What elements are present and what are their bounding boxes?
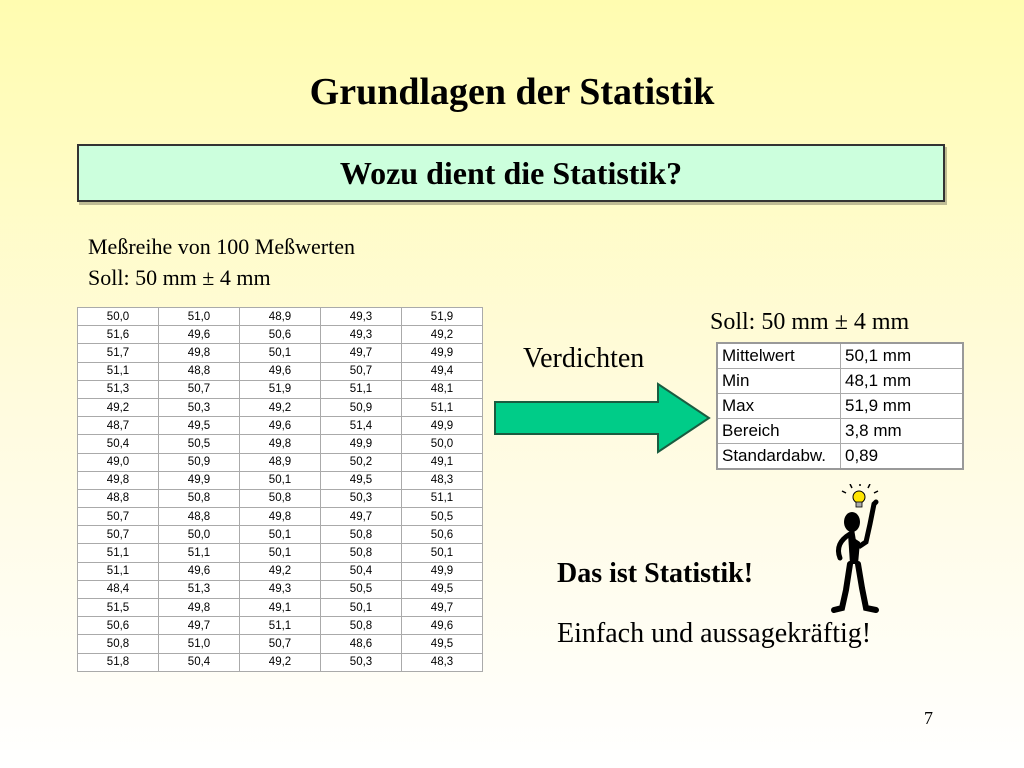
- table-row: [78, 544, 483, 562]
- subtitle-box: [77, 144, 945, 202]
- table-cell: 49,7: [321, 508, 402, 526]
- table-cell: 50,4: [159, 653, 240, 671]
- measurement-table: [77, 307, 483, 672]
- table-cell: 50,1: [321, 599, 402, 617]
- arrow-right-icon: [493, 382, 711, 454]
- table-cell: 50,8: [321, 617, 402, 635]
- table-cell: 50,5: [402, 508, 483, 526]
- page-number: 7: [924, 708, 933, 728]
- table-cell: 49,0: [78, 453, 159, 471]
- summary-label: Bereich: [717, 419, 841, 444]
- table-row: [78, 599, 483, 617]
- table-cell: 49,1: [402, 453, 483, 471]
- table-cell: 50,1: [240, 344, 321, 362]
- table-cell: 50,5: [321, 580, 402, 598]
- table-cell: 51,8: [78, 653, 159, 671]
- table-cell: 49,7: [402, 599, 483, 617]
- table-cell: 50,3: [321, 489, 402, 507]
- table-cell: 50,9: [159, 453, 240, 471]
- table-row: [78, 362, 483, 380]
- table-cell: 50,7: [159, 380, 240, 398]
- table-cell: 50,4: [78, 435, 159, 453]
- table-cell: 50,8: [159, 489, 240, 507]
- table-cell: 49,9: [159, 471, 240, 489]
- table-cell: 49,8: [78, 471, 159, 489]
- table-cell: 49,8: [240, 508, 321, 526]
- table-cell: 48,8: [78, 489, 159, 507]
- table-row: [78, 453, 483, 471]
- table-cell: 50,9: [321, 398, 402, 416]
- conclusion-text: Einfach und aussagekräftig!: [557, 618, 872, 649]
- table-row: [78, 580, 483, 598]
- table-cell: 48,8: [159, 508, 240, 526]
- table-cell: 50,0: [78, 308, 159, 326]
- table-cell: 51,1: [78, 544, 159, 562]
- table-cell: 49,6: [159, 326, 240, 344]
- table-cell: 50,0: [402, 435, 483, 453]
- table-cell: 50,8: [240, 489, 321, 507]
- table-cell: 51,4: [321, 417, 402, 435]
- summary-row: [717, 369, 963, 394]
- table-cell: 49,1: [240, 599, 321, 617]
- table-cell: 50,3: [321, 653, 402, 671]
- lightbulb-idea-figure-icon: [830, 484, 886, 614]
- table-row: [78, 508, 483, 526]
- table-cell: 48,4: [78, 580, 159, 598]
- slide-title: Grundlagen der Statistik: [309, 71, 715, 113]
- table-cell: 51,6: [78, 326, 159, 344]
- table-cell: 49,2: [240, 562, 321, 580]
- table-cell: 51,1: [402, 489, 483, 507]
- table-cell: 49,8: [159, 599, 240, 617]
- table-cell: 49,3: [240, 580, 321, 598]
- table-cell: 50,0: [159, 526, 240, 544]
- table-cell: 51,9: [240, 380, 321, 398]
- table-cell: 51,1: [402, 398, 483, 416]
- table-cell: 49,4: [402, 362, 483, 380]
- table-cell: 51,5: [78, 599, 159, 617]
- intro-line-target: Soll: 50 mm ± 4 mm: [88, 265, 271, 290]
- table-cell: 50,2: [321, 453, 402, 471]
- table-cell: 48,1: [402, 380, 483, 398]
- summary-row: [717, 394, 963, 419]
- table-cell: 51,0: [159, 635, 240, 653]
- table-cell: 49,9: [402, 417, 483, 435]
- table-row: [78, 326, 483, 344]
- table-cell: 51,1: [240, 617, 321, 635]
- table-cell: 50,1: [240, 544, 321, 562]
- table-cell: 49,6: [159, 562, 240, 580]
- summary-value: 48,1 mm: [841, 369, 964, 394]
- summary-table: [716, 342, 964, 470]
- table-cell: 48,7: [78, 417, 159, 435]
- table-cell: 51,3: [78, 380, 159, 398]
- table-cell: 48,3: [402, 653, 483, 671]
- table-cell: 49,8: [159, 344, 240, 362]
- summary-value: 0,89: [841, 444, 964, 470]
- table-cell: 50,1: [402, 544, 483, 562]
- table-cell: 49,3: [321, 308, 402, 326]
- table-cell: 49,9: [321, 435, 402, 453]
- table-cell: 49,9: [402, 344, 483, 362]
- table-cell: 50,5: [159, 435, 240, 453]
- table-cell: 49,2: [240, 398, 321, 416]
- table-cell: 49,5: [159, 417, 240, 435]
- table-cell: 51,1: [159, 544, 240, 562]
- table-cell: 49,2: [402, 326, 483, 344]
- table-cell: 49,2: [78, 398, 159, 416]
- summary-label: Max: [717, 394, 841, 419]
- table-cell: 49,3: [321, 326, 402, 344]
- table-cell: 49,2: [240, 653, 321, 671]
- summary-value: 50,1 mm: [841, 343, 964, 369]
- table-cell: 49,5: [402, 635, 483, 653]
- table-cell: 50,7: [321, 362, 402, 380]
- table-row: [78, 617, 483, 635]
- table-cell: 50,7: [240, 635, 321, 653]
- table-cell: 51,7: [78, 344, 159, 362]
- table-cell: 49,5: [321, 471, 402, 489]
- table-cell: 50,1: [240, 471, 321, 489]
- table-cell: 48,6: [321, 635, 402, 653]
- summary-row: [717, 343, 963, 369]
- summary-label: Standardabw.: [717, 444, 841, 470]
- table-cell: 49,6: [240, 362, 321, 380]
- table-cell: 49,9: [402, 562, 483, 580]
- table-cell: 50,4: [321, 562, 402, 580]
- summary-value: 3,8 mm: [841, 419, 964, 444]
- table-row: [78, 489, 483, 507]
- intro-line-series: Meßreihe von 100 Meßwerten: [88, 234, 355, 259]
- summary-value: 51,9 mm: [841, 394, 964, 419]
- table-cell: 50,8: [78, 635, 159, 653]
- summary-label: Min: [717, 369, 841, 394]
- table-row: [78, 435, 483, 453]
- summary-target: Soll: 50 mm ± 4 mm: [710, 309, 910, 335]
- table-cell: 48,8: [159, 362, 240, 380]
- table-row: [78, 308, 483, 326]
- table-cell: 50,7: [78, 526, 159, 544]
- table-cell: 48,3: [402, 471, 483, 489]
- table-row: [78, 562, 483, 580]
- table-cell: 49,5: [402, 580, 483, 598]
- table-cell: 50,8: [321, 526, 402, 544]
- intro-text: [88, 231, 355, 293]
- table-cell: 49,7: [321, 344, 402, 362]
- table-cell: 51,0: [159, 308, 240, 326]
- table-row: [78, 635, 483, 653]
- table-cell: 49,6: [240, 417, 321, 435]
- table-cell: 51,9: [402, 308, 483, 326]
- table-cell: 50,8: [321, 544, 402, 562]
- table-cell: 51,1: [78, 362, 159, 380]
- table-cell: 50,6: [240, 326, 321, 344]
- table-cell: 49,6: [402, 617, 483, 635]
- table-cell: 50,3: [159, 398, 240, 416]
- table-cell: 50,7: [78, 508, 159, 526]
- table-cell: 51,1: [78, 562, 159, 580]
- arrow-label: Verdichten: [523, 343, 645, 374]
- table-row: [78, 417, 483, 435]
- table-row: [78, 380, 483, 398]
- table-cell: 49,7: [159, 617, 240, 635]
- summary-row: [717, 419, 963, 444]
- summary-label: Mittelwert: [717, 343, 841, 369]
- table-cell: 50,1: [240, 526, 321, 544]
- table-cell: 50,6: [78, 617, 159, 635]
- table-row: [78, 653, 483, 671]
- table-cell: 48,9: [240, 453, 321, 471]
- table-row: [78, 471, 483, 489]
- subtitle-text: Wozu dient die Statistik?: [339, 154, 683, 191]
- table-row: [78, 398, 483, 416]
- table-cell: 50,6: [402, 526, 483, 544]
- table-cell: 51,3: [159, 580, 240, 598]
- conclusion-heading: Das ist Statistik!: [557, 558, 754, 589]
- table-cell: 49,8: [240, 435, 321, 453]
- summary-row: [717, 444, 963, 470]
- table-cell: 51,1: [321, 380, 402, 398]
- table-row: [78, 526, 483, 544]
- table-row: [78, 344, 483, 362]
- table-cell: 48,9: [240, 308, 321, 326]
